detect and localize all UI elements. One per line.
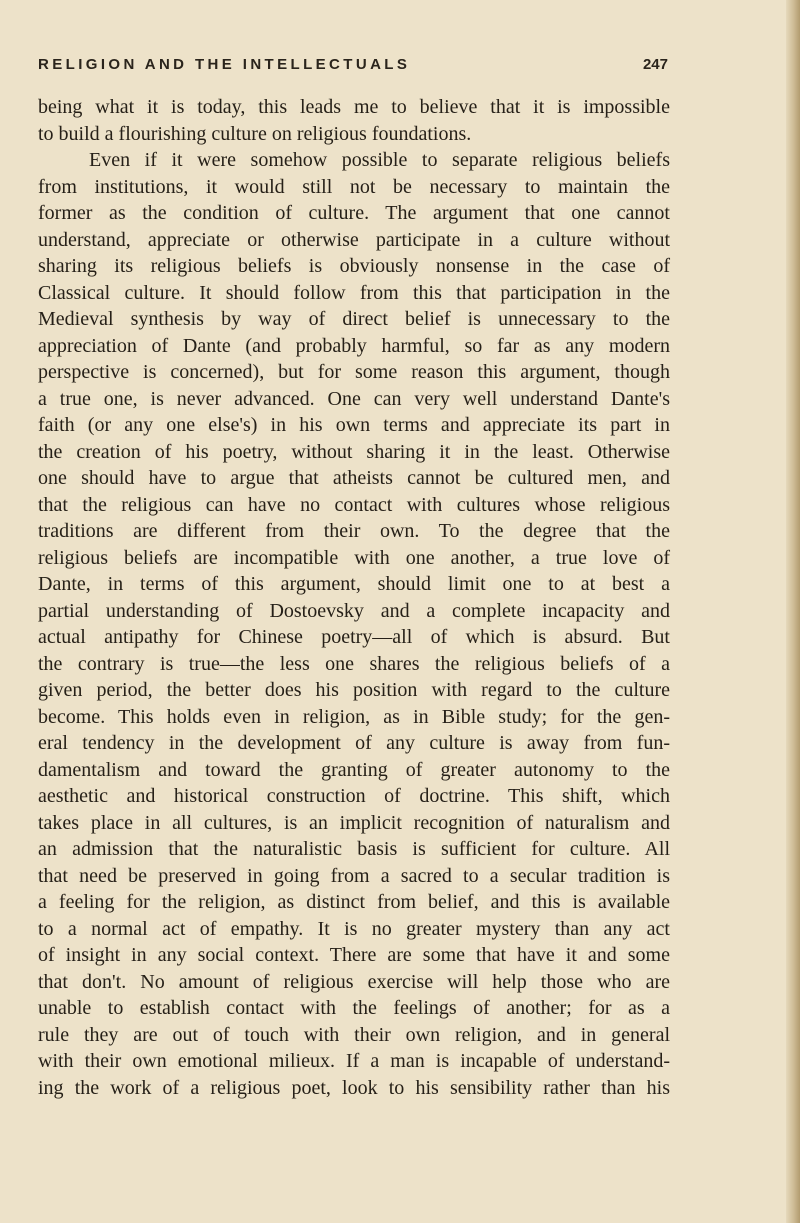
body-text <box>38 94 670 1101</box>
text-line: a feeling for the religion, as distinct from belief, and this is available <box>38 891 670 913</box>
text-line: that the religious can have no contact with cultures whose religious <box>38 493 670 516</box>
text-line: eral tendency in the development of any culture is away from fun- <box>38 732 670 754</box>
text-line: unable to establish contact with the feelings of another; for as a <box>38 997 670 1019</box>
text-line: from institutions, it would still not be necessary to maintain the <box>38 175 670 198</box>
text-line: one should have to argue that atheists cannot be cultured men, and <box>38 467 670 489</box>
text-line: understand, appreciate or otherwise participate in a culture without <box>38 228 670 251</box>
text-line: with their own emotional milieux. If a man is incapable of understand- <box>38 1050 670 1072</box>
text-line: rule they are out of touch with their own religion, and in general <box>38 1023 670 1046</box>
text-line: sharing its religious beliefs is obviously nonsense in the case of <box>38 255 670 277</box>
text-line: to a normal act of empathy. It is no greater mystery than any act <box>38 917 670 940</box>
text-line: takes place in all cultures, is an implicit recognition of naturalism and <box>38 811 670 834</box>
page-edge-shadow <box>786 0 800 1223</box>
text-line: become. This holds even in religion, as in Bible study; for the gen- <box>38 705 670 728</box>
text-line: former as the condition of culture. The argument that one cannot <box>38 202 670 224</box>
text-line: partial understanding of Dostoevsky and a complete incapacity and <box>38 599 670 622</box>
page-number: 247 <box>642 56 668 73</box>
text-line: of insight in any social context. There are some that have it and some <box>38 944 670 966</box>
text-line: a true one, is never advanced. One can very well understand Dante's <box>38 387 670 410</box>
text-line: aesthetic and historical construction of doctrine. This shift, which <box>38 785 670 807</box>
text-line: Even if it were somehow possible to separate religious beliefs <box>89 149 670 171</box>
text-line: traditions are different from their own. To the degree that the <box>38 520 670 542</box>
text-line: Medieval synthesis by way of direct belief is unnecessary to the <box>38 308 670 330</box>
text-line: that don't. No amount of religious exercise will help those who are <box>38 970 670 993</box>
text-line: an admission that the naturalistic basis is sufficient for culture. All <box>38 838 670 860</box>
text-line: appreciation of Dante (and probably harmful, so far as any modern <box>38 334 670 357</box>
text-line: damentalism and toward the granting of greater autonomy to the <box>38 758 670 781</box>
text-line: being what it is today, this leads me to believe that it is impossible <box>38 96 670 118</box>
text-line: actual antipathy for Chinese poetry—all of which is absurd. But <box>38 626 670 648</box>
running-head <box>38 56 668 82</box>
text-line: Classical culture. It should follow from this that participation in the <box>38 281 670 304</box>
text-line: that need be preserved in going from a sacred to a secular tradition is <box>38 864 670 887</box>
text-line: perspective is concerned), but for some reason this argument, though <box>38 361 670 383</box>
text-line: the contrary is true—the less one shares the religious beliefs of a <box>38 652 670 675</box>
text-line: given period, the better does his position with regard to the culture <box>38 679 670 701</box>
running-title: RELIGION AND THE INTELLECTUALS <box>38 56 411 73</box>
text-line: to build a flourishing culture on religious foundations. <box>38 122 472 145</box>
text-line: ing the work of a religious poet, look to his sensibility rather than his <box>38 1076 670 1099</box>
text-line: faith (or any one else's) in his own terms and appreciate its part in <box>38 414 670 436</box>
text-line: religious beliefs are incompatible with one another, a true love of <box>38 546 670 569</box>
text-line: the creation of his poetry, without sharing it in the least. Otherwise <box>38 440 670 463</box>
text-line: Dante, in terms of this argument, should limit one to at best a <box>38 573 670 595</box>
